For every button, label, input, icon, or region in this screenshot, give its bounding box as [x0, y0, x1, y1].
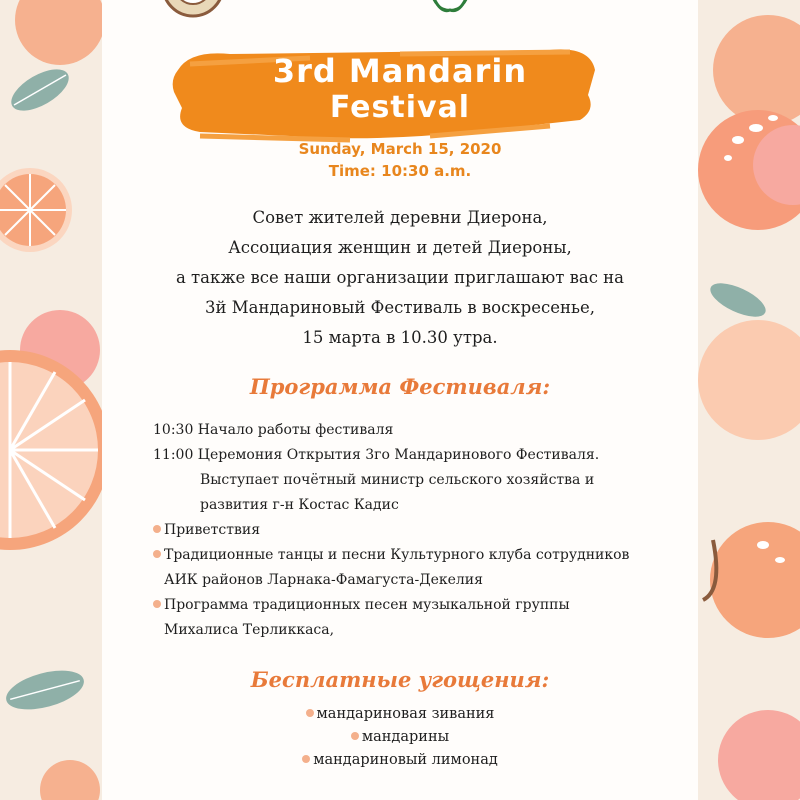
treats-list: [0, 703, 800, 772]
program-item-continuation: развития г-н Костас Кадис: [200, 497, 399, 513]
bullet-icon: [153, 600, 161, 608]
bullet-icon: [306, 709, 314, 717]
program-item: Программа традиционных песен музыкальной группы: [164, 597, 570, 613]
organization-logo-right: [420, 0, 620, 20]
invitation-line: а также все наши организации приглашают вас на: [175, 268, 625, 287]
program-item-continuation: Михалиса Терликкаса,: [164, 622, 335, 638]
invitation-line: Ассоциация женщин и детей Диероны,: [228, 238, 572, 257]
program-item: Традиционные танцы и песни Культурного клуба сотрудников: [164, 547, 630, 563]
logo-right-text: [488, 0, 591, 1]
program-bullet-item: [153, 593, 673, 618]
program-bullet-item: [153, 543, 673, 568]
program-item-continuation: Выступает почётный министр сельского хозяйства и: [200, 472, 595, 488]
bullet-icon: [153, 550, 161, 558]
festival-title-line-1: 3rd Mandarin: [272, 52, 528, 90]
bullet-icon: [153, 525, 161, 533]
invitation-line: Совет жителей деревни Диерона,: [252, 208, 548, 227]
bullet-icon: [351, 732, 359, 740]
treats-heading: Бесплатные угощения:: [250, 667, 550, 692]
treat-item: мандарины: [0, 726, 800, 749]
bullet-icon: [302, 755, 310, 763]
invitation-line: 3й Мандариновый Фестиваль в воскресенье,: [205, 298, 595, 317]
treat-item: мандариновая зивания: [0, 703, 800, 726]
program-item: Приветствия: [164, 522, 261, 538]
program-item: 11:00 Церемония Открытия 3го Мандаринового Фестиваля.: [153, 447, 600, 463]
festival-title-line-2: Festival: [329, 90, 471, 125]
invitation-text: [120, 203, 680, 353]
program-list: [153, 418, 673, 643]
treat-item: мандариновый лимонад: [0, 749, 800, 772]
invitation-line: 15 марта в 10.30 утра.: [302, 328, 498, 347]
leaf-icon: [706, 276, 771, 323]
program-item: 10:30 Начало работы фестиваля: [153, 422, 394, 438]
program-bullet-item: [153, 518, 673, 543]
program-item-continuation: АИК районов Ларнака-Фамагуста-Декелия: [164, 572, 483, 588]
festival-date: Sunday, March 15, 2020: [298, 140, 502, 158]
organization-logo-left: [158, 0, 228, 18]
festival-time: Time: 10:30 a.m.: [328, 162, 472, 180]
program-heading: Программа Фестиваля:: [249, 374, 551, 399]
